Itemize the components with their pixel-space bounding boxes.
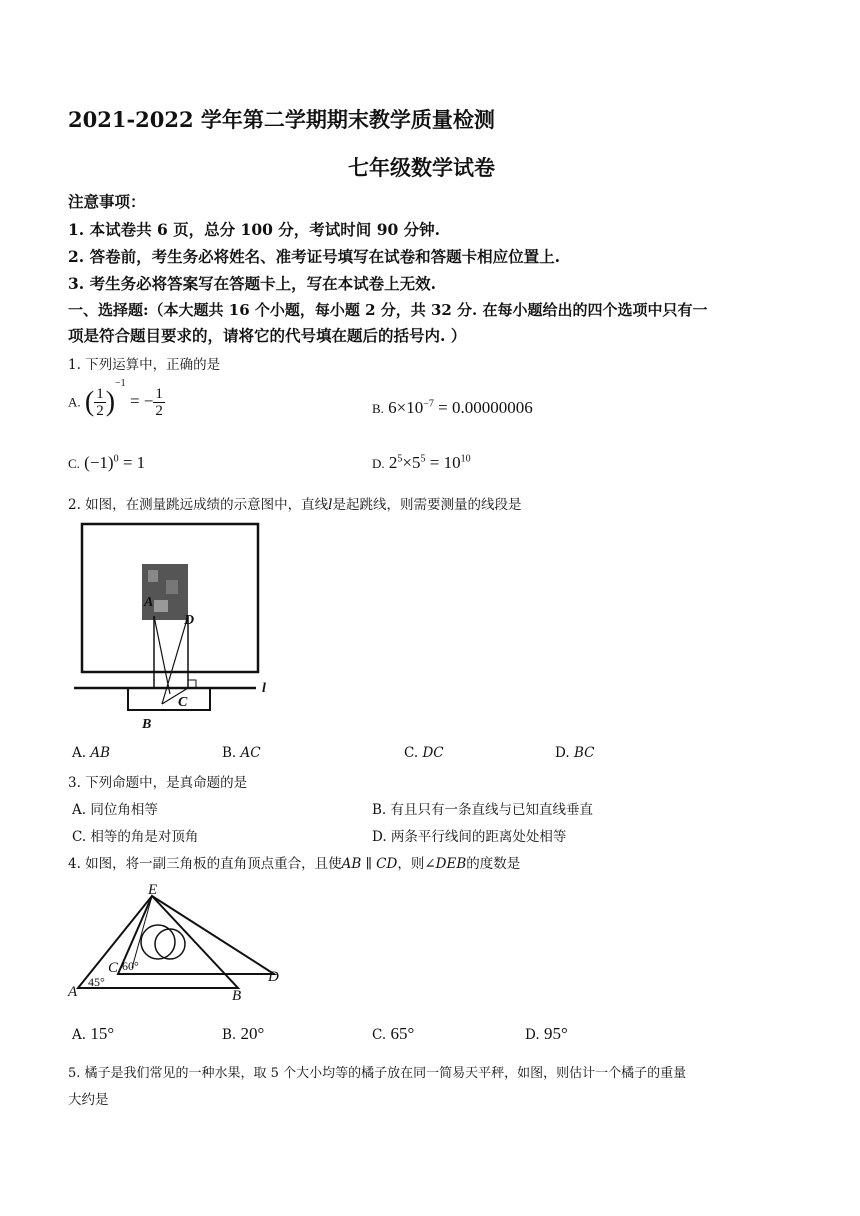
fig4-angle-60: 60° (122, 959, 139, 973)
note-item-1: 1. 本试卷共 6 页，总分 100 分，考试时间 90 分钟. (68, 220, 441, 239)
q3-stem: 3. 下列命题中，是真命题的是 (68, 775, 248, 791)
long-jump-figure (70, 520, 280, 735)
q1-option-b: B. $6\times 10^{-7} = 0.00000006$ (372, 398, 533, 417)
exam-subtitle: 七年级数学试卷 (348, 155, 495, 180)
fig-label-c: C (178, 695, 188, 710)
q2-option-d: D. BC (555, 745, 595, 761)
q3-option-b: B. 有且只有一条直线与已知直线垂直 (372, 802, 594, 818)
q3-option-d: D. 两条平行线间的距离处处相等 (372, 829, 567, 845)
section1-instruction-line1: 一、选择题:（本大题共 16 个小题，每小题 2 分，共 32 分. 在每小题给出的四个选项中只有一 (68, 301, 708, 319)
fig4-label-b: B (232, 988, 242, 1002)
fig4-label-e: E (148, 882, 158, 898)
fig4-angle-45: 45° (88, 975, 105, 989)
triangles-figure (66, 878, 292, 1002)
q4-option-c: C. 65° (372, 1024, 415, 1043)
fig-label-l: l (262, 681, 266, 696)
q1-option-d: D. $2^5\times 5^5 = 10^{10}$ (372, 453, 471, 472)
q1-stem: 1. 下列运算中，正确的是 (68, 357, 221, 373)
note-item-2: 2. 答卷前，考生务必将姓名、准考证号填写在试卷和答题卡相应位置上. (68, 247, 560, 266)
q1-option-a: A. ( $\frac{1}{2}$ )$^{-1}$ = − $\frac{1}{2}$ (68, 377, 163, 419)
q4-option-b: B. 20° (222, 1024, 265, 1043)
fig4-label-c: C (108, 960, 119, 976)
fig-label-b: B (142, 717, 152, 732)
q1-option-c: C. $(-1)^0 = 1$ (68, 453, 146, 472)
q2-option-c: C. DC (404, 745, 444, 761)
q3-option-a: A. 同位角相等 (72, 802, 158, 818)
fig-label-d: D (184, 613, 195, 628)
q2-option-a: A. AB (72, 745, 111, 761)
q5-stem-line1: 5. 橘子是我们常见的一种水果，取 5 个大小均等的橘子放在同一简易天平秤，如图，则估计一个橘子的重量 (68, 1066, 687, 1081)
fig4-label-a: A (68, 984, 78, 1000)
q4-option-a: A. 15° (72, 1024, 115, 1043)
q2-stem: 2. 如图，在测量跳远成绩的示意图中，直线l是起跳线，则需要测量的线段是 (68, 497, 522, 513)
fig-label-a: A (144, 595, 154, 610)
fig4-label-d: D (268, 969, 279, 985)
q3-option-c: C. 相等的角是对顶角 (72, 829, 199, 845)
q4-option-d: D. 95° (525, 1024, 568, 1043)
q5-stem-line2: 大约是 (68, 1092, 109, 1108)
section1-instruction-line2: 项是符合题目要求的，请将它的代号填在题后的括号内. ） (68, 326, 467, 345)
exam-title: 2021-2022 学年第二学期期末教学质量检测 (68, 107, 495, 132)
q2-option-b: B. AC (222, 745, 261, 761)
q4-stem: 4. 如图，将一副三角板的直角顶点重合，且使AB ∥ CD，则∠DEB的度数是 (68, 856, 521, 872)
note-item-3: 3. 考生务必将答案写在答题卡上，写在本试卷上无效. (68, 274, 436, 293)
notes-heading: 注意事项： (68, 192, 146, 211)
